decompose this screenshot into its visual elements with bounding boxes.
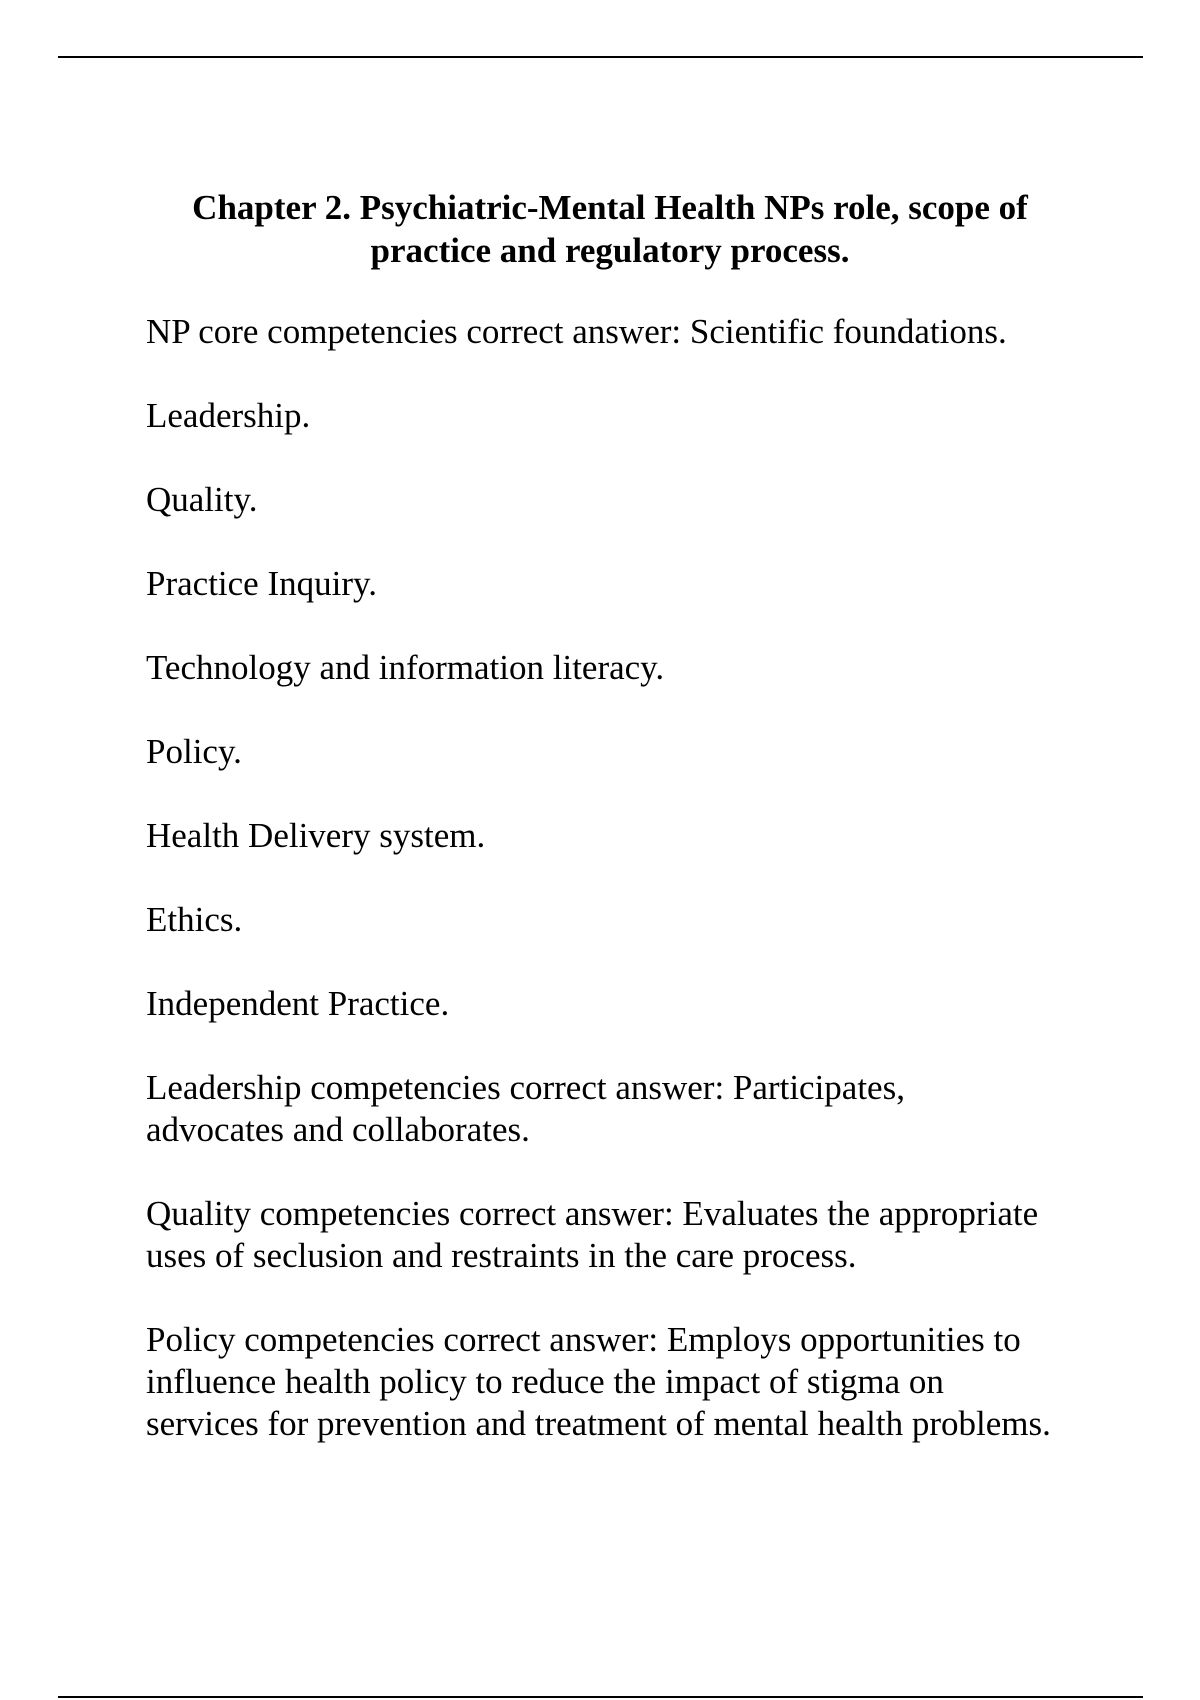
text-line: Quality. (146, 480, 258, 519)
bottom-rule (58, 1696, 1143, 1698)
paragraph-quality-competencies (146, 1193, 1146, 1277)
text-line: Health Delivery system. (146, 816, 486, 855)
document-body (146, 311, 1146, 1487)
text-line: NP core competencies correct answer: Scientific foundations. (146, 312, 1007, 351)
paragraph-policy-competencies (146, 1319, 1146, 1445)
top-rule (58, 56, 1143, 58)
paragraph-ethics (146, 899, 1146, 941)
paragraph-practice-inquiry (146, 563, 1146, 605)
text-line: Ethics. (146, 900, 243, 939)
paragraph-technology (146, 647, 1146, 689)
text-line: advocates and collaborates. (146, 1110, 530, 1149)
paragraph-leadership-competencies (146, 1067, 1146, 1151)
paragraph-independent-practice (146, 983, 1146, 1025)
paragraph-policy (146, 731, 1146, 773)
paragraph-health-delivery (146, 815, 1146, 857)
text-line: Leadership. (146, 396, 311, 435)
text-line: uses of seclusion and restraints in the care process. (146, 1236, 857, 1275)
text-line: Technology and information literacy. (146, 648, 665, 687)
text-line: influence health policy to reduce the impact of stigma on (146, 1362, 944, 1401)
paragraph-quality (146, 479, 1146, 521)
paragraph-leadership (146, 395, 1146, 437)
text-line: Policy. (146, 732, 242, 771)
page-title (130, 186, 1090, 272)
text-line: Policy competencies correct answer: Employs opportunities to (146, 1320, 1021, 1359)
text-line: Practice Inquiry. (146, 564, 377, 603)
text-line: Quality competencies correct answer: Evaluates the appropriate (146, 1194, 1039, 1233)
text-line: Leadership competencies correct answer: Participates, (146, 1068, 905, 1107)
title-line-1: Chapter 2. Psychiatric-Mental Health NPs role, scope of (192, 188, 1028, 227)
text-line: services for prevention and treatment of mental health problems. (146, 1404, 1051, 1443)
title-line-2: practice and regulatory process. (370, 231, 850, 270)
text-line: Independent Practice. (146, 984, 450, 1023)
paragraph-np-core-competencies (146, 311, 1146, 353)
